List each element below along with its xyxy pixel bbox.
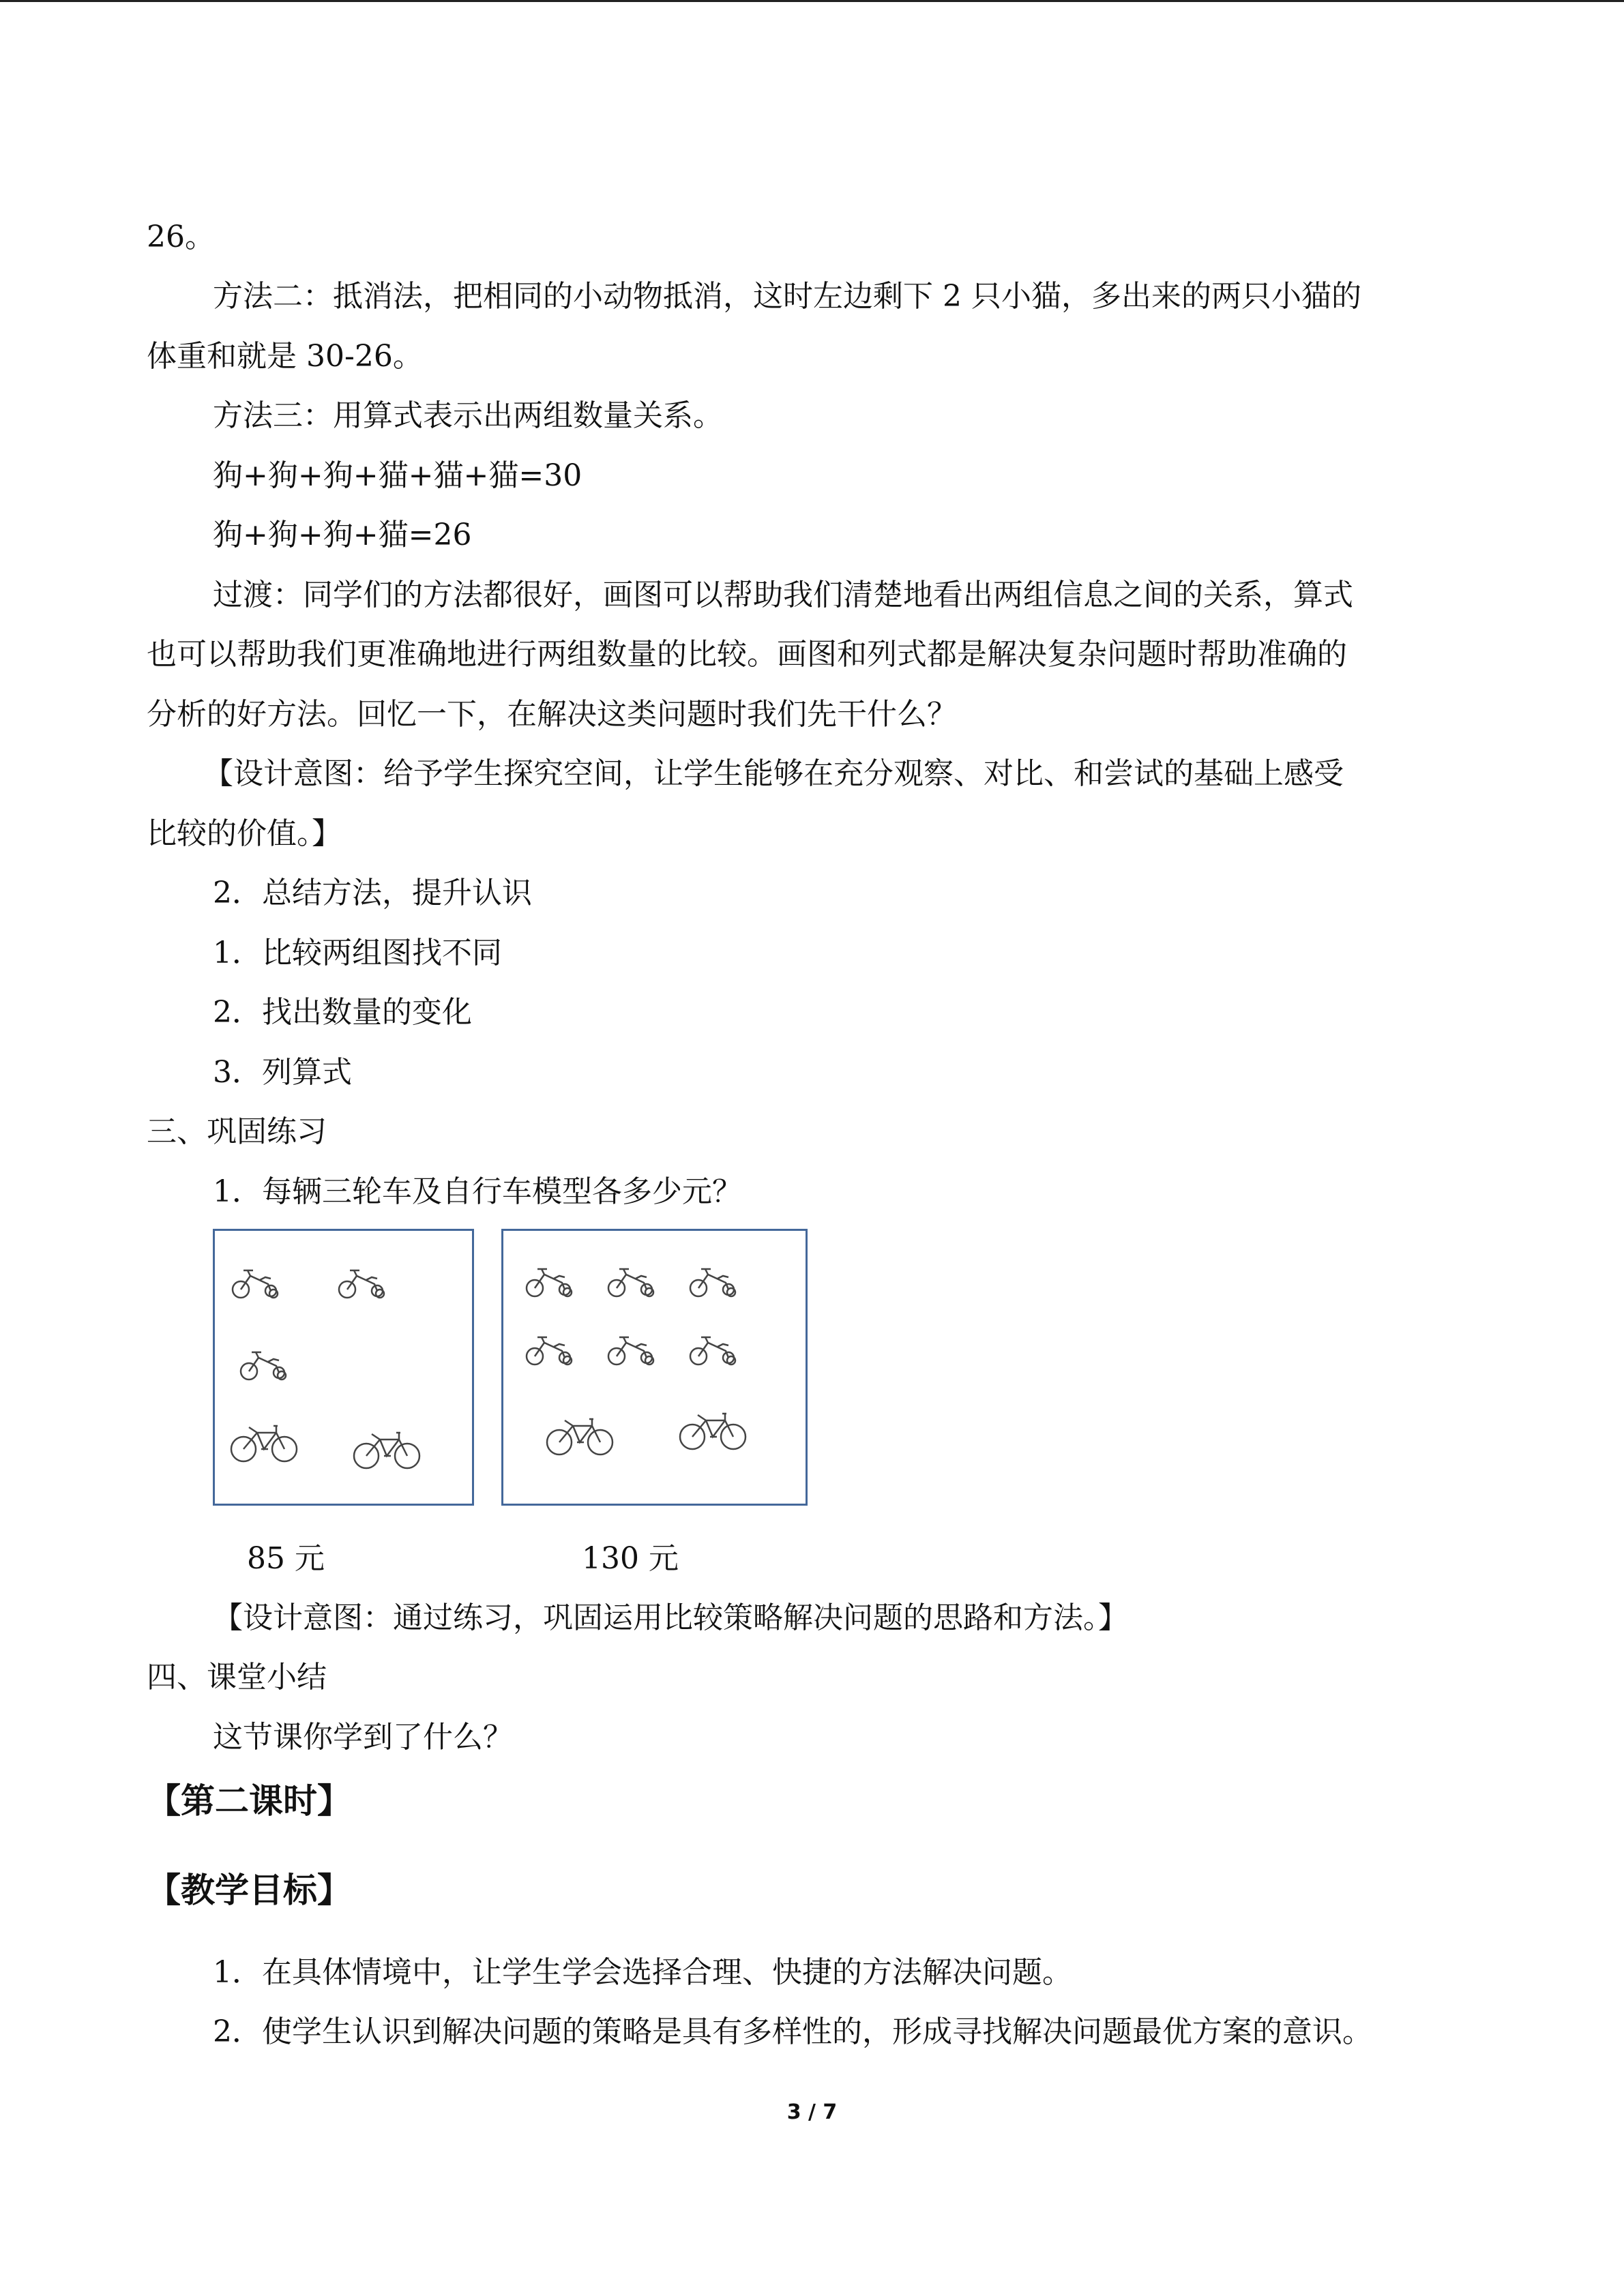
summary-heading: 2．总结方法，提升认识 (213, 876, 532, 910)
text-method-three: 方法三：用算式表示出两组数量关系。 (213, 398, 723, 433)
teaching-goals-heading: 【教学目标】 (147, 1870, 351, 1910)
text-transition: 过渡：同学们的方法都很好，画图可以帮助我们清楚地看出两组信息之间的关系，算式 (213, 578, 1353, 612)
text-transition-cont-1: 也可以帮助我们更准确地进行两组数量的比较。画图和列式都是解决复杂问题时帮助准确的 (147, 637, 1347, 672)
equation-2: 狗+狗+狗+猫=26 (213, 518, 472, 552)
section-practice-heading: 三、巩固练习 (147, 1114, 327, 1149)
text-line-continuation: 26。 (147, 220, 215, 254)
price-right: 130 元 (582, 1541, 679, 1576)
exercise-image-left (213, 1229, 474, 1506)
price-left: 85 元 (247, 1541, 325, 1576)
exercise-question: 1．每辆三轮车及自行车模型各多少元？ (213, 1174, 742, 1209)
equation-1: 狗+狗+狗+猫+猫+猫=30 (213, 458, 582, 493)
design-intent-1-cont: 比较的价值。】 (147, 816, 342, 851)
exercise-image-right (501, 1229, 808, 1506)
bicycles-tricycles-illustration-left (215, 1231, 472, 1504)
goal-item-2: 2．使学生认识到解决问题的策略是具有多样性的，形成寻找解决问题最优方案的意识。 (213, 2014, 1372, 2049)
text-method-two: 方法二：抵消法，把相同的小动物抵消，这时左边剩下 2 只小猫，多出来的两只小猫的 (213, 279, 1361, 314)
design-intent-1: 【设计意图：给予学生探究空间，让学生能够在充分观察、对比、和尝试的基础上感受 (203, 756, 1344, 791)
summary-step-1: 1．比较两组图找不同 (213, 936, 502, 970)
section-summary-heading: 四、课堂小结 (147, 1660, 327, 1695)
goal-item-1: 1．在具体情境中，让学生学会选择合理、快捷的方法解决问题。 (213, 1955, 1072, 1990)
top-border (0, 0, 1624, 2)
design-intent-2: 【设计意图：通过练习，巩固运用比较策略解决问题的思路和方法。】 (213, 1600, 1128, 1635)
summary-step-3: 3．列算式 (213, 1055, 352, 1090)
summary-step-2: 2．找出数量的变化 (213, 995, 472, 1030)
summary-question: 这节课你学到了什么？ (213, 1720, 513, 1755)
text-method-two-cont: 体重和就是 30-26。 (147, 339, 423, 374)
text-transition-cont-2: 分析的好方法。回忆一下，在解决这类问题时我们先干什么？ (147, 697, 957, 732)
lesson-two-heading: 【第二课时】 (147, 1780, 351, 1821)
page-number: 3 / 7 (786, 2100, 838, 2124)
bicycles-tricycles-illustration-right (503, 1231, 806, 1504)
